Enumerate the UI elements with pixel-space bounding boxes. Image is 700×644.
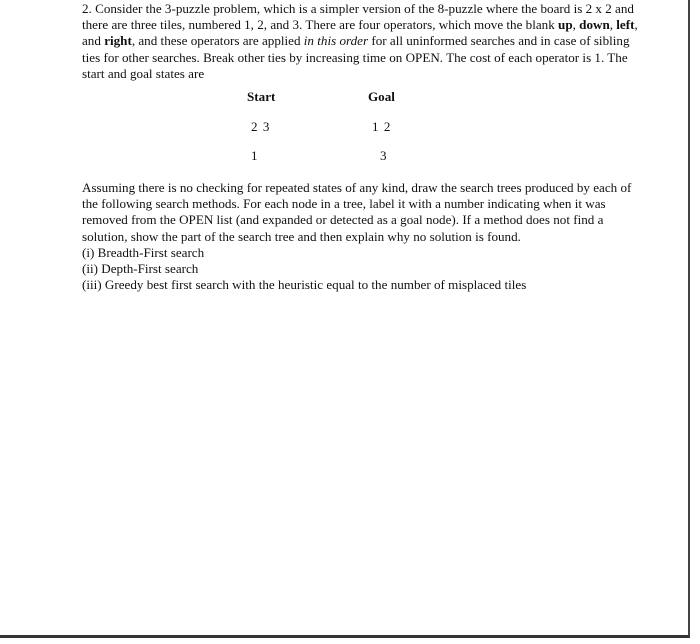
op-order: in this order: [303, 33, 369, 49]
intro-line-1: 2. Consider the 3-puzzle problem, which is a simpler version of the 8-puzzle where the board is 2 x 2 and: [82, 1, 634, 16]
question-line-2: the following search methods. For each node in a tree, label it with a number indicating when it was: [82, 196, 606, 212]
op-mid: , and these operators are applied: [131, 33, 304, 49]
problem-text: [82, 1, 638, 293]
puzzle-states: [82, 82, 622, 180]
goal-row-1: 1 2: [372, 119, 392, 135]
list-item-dfs: (ii) Depth-First search: [82, 261, 199, 277]
op-tail: for all uninformed searches and in case of sibling: [368, 33, 630, 49]
op-right: right: [104, 33, 132, 49]
op-and: and: [82, 33, 105, 49]
intro-line-3: [82, 33, 630, 49]
start-row-2: 1: [251, 148, 259, 164]
intro-line-2-text: there are three tiles, numbered 1, 2, and 3. There are four operators, which move the blank: [82, 17, 559, 33]
question-line-3: removed from the OPEN list (and expanded or detected as a goal node). If a method does not find a: [82, 212, 604, 228]
list-item-bfs: (i) Breadth-First search: [82, 244, 205, 260]
op-down: down: [579, 17, 610, 33]
goal-label: Goal: [368, 89, 395, 105]
intro-line-2: [82, 17, 638, 33]
intro-line-4: ties for other searches. Break other ties by increasing time on OPEN. The cost of each operator is 1. The: [82, 49, 628, 65]
question-line-4: solution, show the part of the search tree and then explain why no solution is found.: [82, 228, 521, 244]
intro-line-5: start and goal states are: [82, 65, 205, 81]
list-item-greedy: (iii) Greedy best first search with the heuristic equal to the number of misplaced tiles: [82, 277, 527, 293]
op-left: left: [616, 17, 635, 33]
start-label: Start: [247, 89, 276, 105]
start-row-1: 2 3: [251, 119, 271, 135]
op-sep-1: ,: [572, 17, 580, 33]
question-line-1: Assuming there is no checking for repeated states of any kind, draw the search trees produced by each of: [82, 180, 632, 196]
op-sep-3: ,: [634, 17, 638, 33]
op-up: up: [558, 17, 573, 33]
goal-row-2: 3: [380, 148, 388, 164]
op-sep-2: ,: [609, 17, 617, 33]
